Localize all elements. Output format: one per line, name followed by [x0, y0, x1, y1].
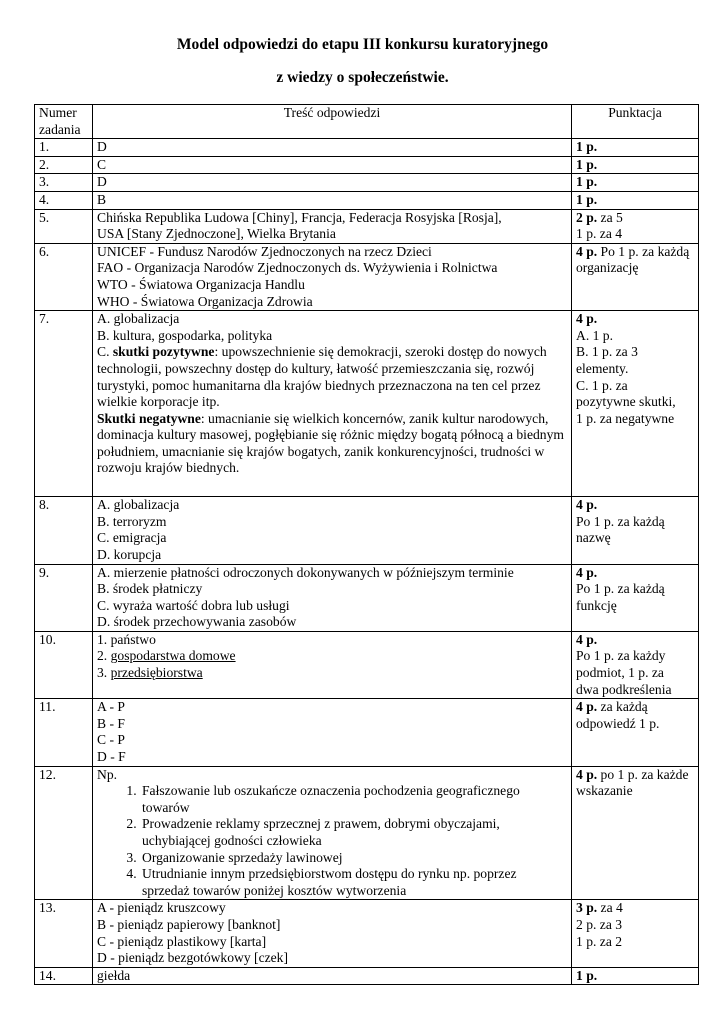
points-cell: 4 p. Po 1 p. za każdy podmiot, 1 p. za dwa podkreślenia — [572, 631, 699, 698]
points-cell: 1 p. — [572, 139, 699, 157]
points-cell: 3 p. za 4 2 p. za 3 1 p. za 2 — [572, 900, 699, 967]
points-cell: 4 p. za każdą odpowiedź 1 p. — [572, 699, 699, 766]
list-item: 1. Fałszowanie lub oszukańcze oznaczenia pochodzenia geograficznego towarów — [140, 783, 567, 816]
header-task-number: Numer zadania — [35, 105, 93, 139]
task-number: 3. — [35, 174, 93, 192]
points-cell: 4 p. Po 1 p. za każdą organizację — [572, 243, 699, 310]
points-cell: 4 p. Po 1 p. za każdą nazwę — [572, 497, 699, 564]
list-item: 3. Organizowanie sprzedaży lawinowej — [140, 850, 567, 867]
answer-cell: A - pieniądz kruszcowy B - pieniądz papierowy [banknot] C - pieniądz plastikowy [karta] D - pieniądz bezgotówkowy [czek] — [93, 900, 572, 967]
points-cell: 1 p. — [572, 174, 699, 192]
header-answer: Treść odpowiedzi — [93, 105, 572, 139]
table-row — [35, 139, 699, 157]
points-cell: 2 p. za 5 1 p. za 4 — [572, 209, 699, 243]
answer-cell: giełda — [93, 967, 572, 985]
task-number: 5. — [35, 209, 93, 243]
table-header-row — [35, 105, 699, 139]
answer-cell: D — [93, 139, 572, 157]
task-number: 13. — [35, 900, 93, 967]
answer-cell: A. globalizacja B. kultura, gospodarka, polityka C. skutki pozytywne: upowszechnienie się demokracji, szeroki dostęp do nowych technologii, powszechny dostęp do kultury, łatwość przemieszczania się, rozwój turystyki, pomoc humanitarna dla krajów biednych przeznaczona na ten cel przez wielkie korporacje itp. Skutki negatywne: umacnianie się wielkich koncernów, zanik kultur narodowych, dominacja kultury masowej, pogłębianie się różnic między bogatą północą a biednym południem, umacnianie się krajów bogatych, zanik konkurencyjności, trudności w rozwoju krajów biednych. — [93, 311, 572, 497]
table-row — [35, 564, 699, 631]
header-points: Punktacja — [572, 105, 699, 139]
points-cell: 4 p. Po 1 p. za każdą funkcję — [572, 564, 699, 631]
task-number: 4. — [35, 191, 93, 209]
answer-cell: A. globalizacja B. terroryzm C. emigracja D. korupcja — [93, 497, 572, 564]
answer-cell: B — [93, 191, 572, 209]
table-row — [35, 174, 699, 192]
table-row — [35, 900, 699, 967]
points-cell: 1 p. — [572, 191, 699, 209]
task-number: 7. — [35, 311, 93, 497]
task-number: 2. — [35, 156, 93, 174]
task-number: 11. — [35, 699, 93, 766]
table-row — [35, 311, 699, 497]
task-number: 14. — [35, 967, 93, 985]
answer-cell: A. mierzenie płatności odroczonych dokonywanych w późniejszym terminie B. środek płatniczy C. wyraża wartość dobra lub usługi D. środek przechowywania zasobów — [93, 564, 572, 631]
document-subtitle: z wiedzy o społeczeństwie. — [276, 69, 449, 86]
document-title: Model odpowiedzi do etapu III konkursu kuratoryjnego — [176, 36, 549, 53]
list-item: 4. Utrudnianie innym przedsiębiorstwom dostępu do rynku np. poprzez sprzedaż towarów poniżej kosztów wytworzenia — [140, 866, 567, 899]
answer-cell: D — [93, 174, 572, 192]
table-row — [35, 156, 699, 174]
task-number: 12. — [35, 766, 93, 900]
numbered-list — [97, 783, 567, 899]
answer-cell: Chińska Republika Ludowa [Chiny], Francja, Federacja Rosyjska [Rosja], USA [Stany Zjednoczone], Wielka Brytania — [93, 209, 572, 243]
points-cell: 1 p. — [572, 156, 699, 174]
table-row — [35, 243, 699, 310]
answer-cell: C — [93, 156, 572, 174]
table-row — [35, 209, 699, 243]
task-number: 10. — [35, 631, 93, 698]
table-row — [35, 191, 699, 209]
points-cell: 4 p. po 1 p. za każde wskazanie — [572, 766, 699, 900]
table-row — [35, 497, 699, 564]
answer-cell: UNICEF - Fundusz Narodów Zjednoczonych na rzecz Dzieci FAO - Organizacja Narodów Zjednoczonych ds. Wyżywienia i Rolnictwa WTO - Światowa Organizacja Handlu WHO - Światowa Organizacja Zdrowia — [93, 243, 572, 310]
task-number: 6. — [35, 243, 93, 310]
table-row — [35, 766, 699, 900]
points-cell: 4 p. A. 1 p. B. 1 p. za 3 elementy. C. 1 p. za pozytywne skutki, 1 p. za negatywne — [572, 311, 699, 497]
answer-cell: A - P B - F C - P D - F — [93, 699, 572, 766]
table-row — [35, 967, 699, 985]
task-number: 9. — [35, 564, 93, 631]
answer-cell: Np. 1. Fałszowanie lub oszukańcze oznaczenia pochodzenia geograficznego towarów 2. Prowadzenie reklamy sprzecznej z prawem, dobrymi obyczajami, uchybiającej godności człowieka 3. Organizowanie sprzedaży lawinowej 4. Utrudnianie innym przedsiębiorstwom dostępu do rynku np. poprzez sprzedaż towarów poniżej kosztów wytworzenia — [93, 766, 572, 900]
task-number: 8. — [35, 497, 93, 564]
answer-cell: 1. państwo 2. gospodarstwa domowe 3. przedsiębiorstwa — [93, 631, 572, 698]
points-cell: 1 p. — [572, 967, 699, 985]
list-item: 2. Prowadzenie reklamy sprzecznej z prawem, dobrymi obyczajami, uchybiającej godności człowieka — [140, 816, 567, 849]
table-row — [35, 631, 699, 698]
table-row — [35, 699, 699, 766]
task-number: 1. — [35, 139, 93, 157]
answer-key-table — [34, 104, 699, 985]
